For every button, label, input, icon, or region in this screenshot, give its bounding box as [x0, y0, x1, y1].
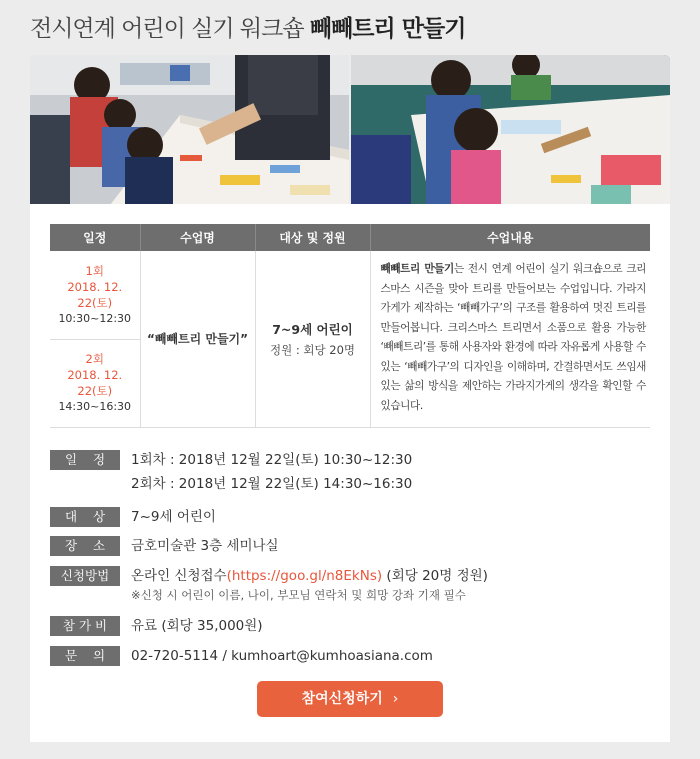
course-description — [370, 251, 650, 427]
table-row — [50, 251, 650, 339]
header-course: 수업명 — [140, 224, 255, 251]
session-number: 2회 — [85, 352, 104, 366]
info-row-schedule — [50, 450, 412, 494]
apply-method: 온라인 신청접수 — [131, 568, 227, 584]
workshop-photo-left-image — [30, 55, 349, 204]
target-cell — [255, 251, 370, 427]
description-title: 빼빼트리 만들기 — [380, 263, 454, 276]
header-schedule: 일정 — [50, 224, 140, 251]
schedule-line-2: 2회차 : 2018년 12월 22일(토) 14:30~16:30 — [131, 476, 413, 492]
description-body: 는 전시 연계 어린이 실기 워크숍으로 크리스마스 시즌을 맞아 트리를 만들어보는 수업입니다. 가라지가게가 제작하는 ‘빼빼가구’의 구조를 활용하여 멋진 트리를 만들어봅니다. 크리스마스 트리면서 소품으로 활용 가능한 ‘빼빼트리’를 통해 사용자와 환경에 따라 자유롭게 사용할 수 있는 ‘빼빼가구’의 디자인을 이해하며, 간결하면서도 쓰임새 있는 삶의 방식을 제안하는 가라지가게의 생각을 확인할 수 있습니다. — [380, 263, 646, 412]
info-row-fee — [50, 616, 263, 636]
info-value-apply — [131, 566, 488, 604]
session-date: 2018. 12. 22(토) — [67, 279, 123, 310]
info-label-contact: 문 의 — [50, 646, 120, 666]
session-date: 2018. 12. 22(토) — [67, 368, 123, 398]
info-value-fee: 유료 (회당 35,000원) — [131, 618, 263, 634]
session-1-cell — [50, 251, 140, 339]
info-value-contact: 02-720-5114 / kumhoart@kumhoasiana.com — [131, 648, 433, 664]
info-label-fee: 참 가 비 — [50, 616, 120, 636]
apply-button-label: 참여신청하기 — [301, 691, 383, 707]
apply-link[interactable]: (https://goo.gl/n8EkNs) — [226, 568, 383, 584]
info-value-target: 7~9세 어린이 — [131, 509, 216, 525]
title-highlight: 빼빼트리 만들기 — [309, 16, 466, 42]
workshop-info-card — [30, 204, 670, 742]
session-time: 10:30~12:30 — [58, 311, 132, 325]
apply-button[interactable] — [257, 681, 443, 717]
chevron-right-icon: › — [392, 691, 399, 707]
info-label-schedule: 일 정 — [50, 450, 120, 470]
schedule-table — [50, 224, 650, 428]
title-prefix: 전시연계 어린이 실기 워크숍 — [30, 16, 310, 42]
workshop-photo-right — [351, 55, 670, 204]
apply-note: ※신청 시 어린이 이름, 나이, 부모님 연락처 및 희망 강좌 기재 필수 — [131, 588, 466, 602]
workshop-photo-right-image — [351, 55, 670, 204]
info-label-place: 장 소 — [50, 536, 120, 556]
target-capacity: 정원 : 회당 20명 — [269, 342, 356, 357]
info-label-target: 대 상 — [50, 507, 120, 527]
info-value-schedule — [131, 450, 412, 494]
page-title — [30, 10, 465, 43]
info-row-apply — [50, 566, 488, 604]
table-header-row — [50, 224, 650, 251]
course-name: “빼빼트리 만들기” — [140, 251, 255, 427]
info-value-place: 금호미술관 3층 세미나실 — [131, 538, 279, 554]
target-age: 7~9세 어린이 — [272, 321, 353, 337]
workshop-photos — [30, 55, 670, 204]
header-content: 수업내용 — [370, 224, 650, 251]
workshop-photo-left — [30, 55, 349, 204]
session-time: 14:30~16:30 — [58, 400, 132, 413]
info-row-place — [50, 536, 279, 556]
session-2-cell — [50, 339, 140, 427]
schedule-line-1: 1회차 : 2018년 12월 22일(토) 10:30~12:30 — [131, 452, 413, 468]
apply-capacity: (회당 20명 정원) — [382, 568, 488, 584]
info-row-contact — [50, 646, 433, 666]
info-row-target — [50, 507, 216, 527]
session-number: 1회 — [85, 263, 104, 278]
info-label-apply: 신청방법 — [50, 566, 120, 586]
header-target: 대상 및 정원 — [255, 224, 370, 251]
